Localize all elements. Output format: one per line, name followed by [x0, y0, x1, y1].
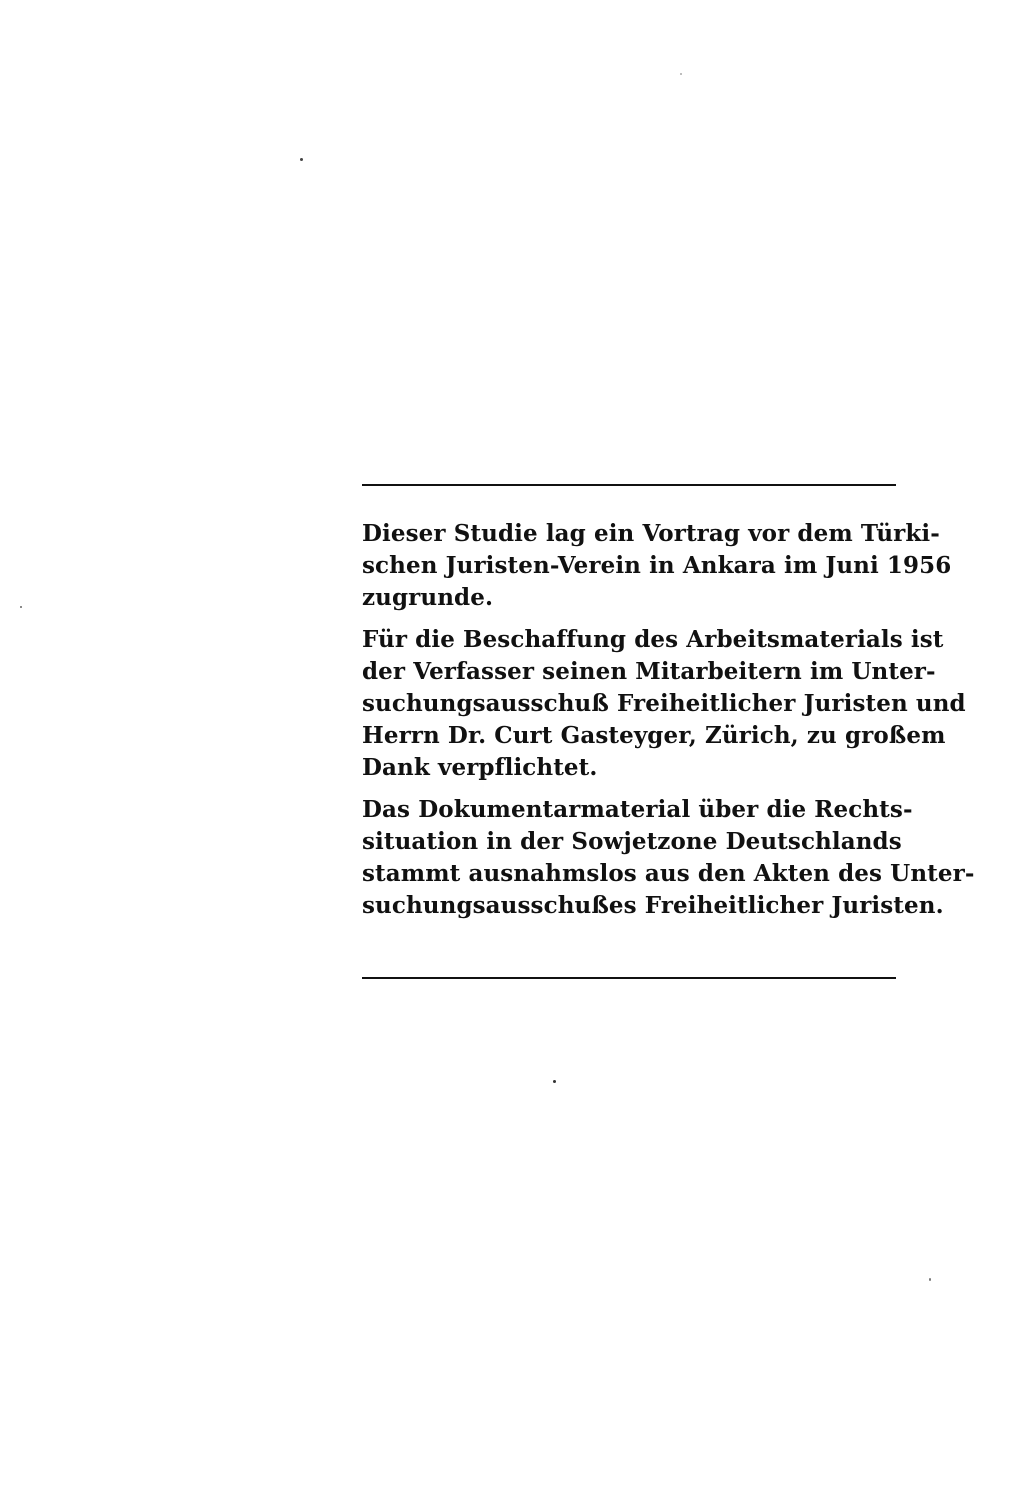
- text-line: suchungsausschußes Freiheitlicher Juristen.: [362, 892, 944, 919]
- text-line: der Verfasser seinen Mitarbeitern im Unter-: [362, 658, 936, 685]
- text-line: suchungsausschuß Freiheitlicher Juristen und: [362, 690, 966, 717]
- paragraph-study-origin: [362, 518, 952, 614]
- page-speck: [553, 1080, 556, 1083]
- paragraph-acknowledgement: [362, 624, 966, 784]
- top-rule: [362, 484, 896, 486]
- text-line: Dieser Studie lag ein Vortrag vor dem Türki-: [362, 520, 940, 547]
- text-line: Dank verpflichtet.: [362, 754, 598, 781]
- text-line: Herrn Dr. Curt Gasteyger, Zürich, zu großem: [362, 722, 946, 749]
- text-line: Für die Beschaffung des Arbeitsmaterials ist: [362, 626, 944, 653]
- text-line: situation in der Sowjetzone Deutschlands: [362, 828, 902, 855]
- acknowledgement-text: [362, 518, 975, 932]
- text-line: schen Juristen-Verein in Ankara im Juni 1956: [362, 552, 952, 579]
- page-speck: [20, 606, 22, 608]
- page-speck: [929, 1278, 931, 1281]
- page-speck: [680, 73, 682, 75]
- text-line: Das Dokumentarmaterial über die Rechts-: [362, 796, 913, 823]
- paragraph-source-material: [362, 794, 975, 922]
- bottom-rule: [362, 977, 896, 979]
- page-speck: [300, 158, 303, 161]
- text-line: stammt ausnahmslos aus den Akten des Unter-: [362, 860, 975, 887]
- text-line: zugrunde.: [362, 584, 494, 611]
